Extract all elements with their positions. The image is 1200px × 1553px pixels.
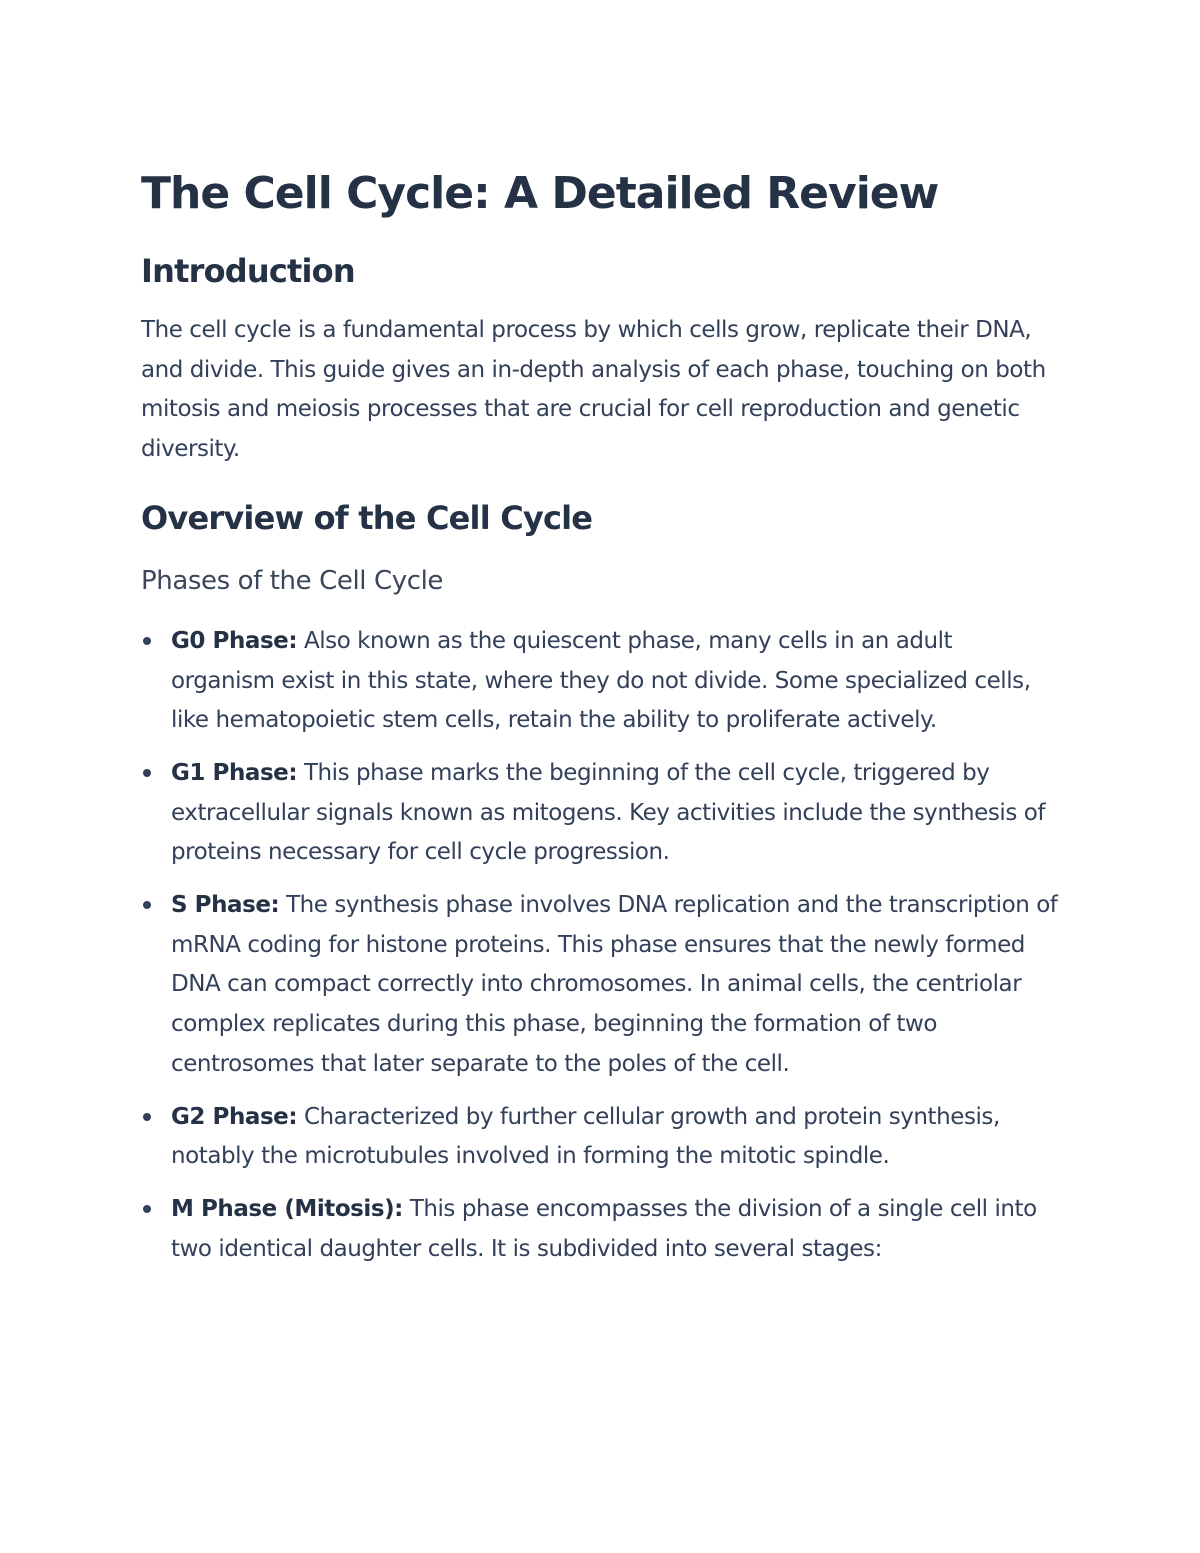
list-item-g1-phase — [141, 754, 1061, 873]
phases-list — [141, 622, 1061, 1270]
bullet-icon — [143, 637, 151, 645]
bullet-icon — [143, 1113, 151, 1121]
bullet-icon — [143, 1205, 151, 1213]
list-item-m-phase — [141, 1190, 1061, 1269]
phase-description: Characterized by further cellular growth and protein synthesis, notably the microtubules involved in forming the mitotic spindle. — [171, 1103, 1000, 1170]
document-title: The Cell Cycle: A Detailed Review — [141, 168, 939, 219]
phase-term: G0 Phase: — [171, 627, 298, 654]
introduction-heading: Introduction — [141, 252, 355, 290]
list-item-s-phase — [141, 886, 1061, 1085]
phase-term: M Phase (Mitosis): — [171, 1195, 403, 1222]
phase-term: G2 Phase: — [171, 1103, 298, 1130]
overview-heading: Overview of the Cell Cycle — [141, 498, 593, 537]
list-item-g0-phase — [141, 622, 1061, 741]
phase-description: The synthesis phase involves DNA replication and the transcription of mRNA coding for histone proteins. This phase ensures that the newly formed DNA can compact correctly into chromosomes. In animal cells, the centriolar complex replicates during this phase, beginning the formation of two centrosomes that later separate to the poles of the cell. — [171, 892, 1058, 1077]
phase-description: This phase marks the beginning of the cell cycle, triggered by extracellular signals known as mitogens. Key activities include the synthesis of proteins necessary for cell cycle progression. — [171, 759, 1045, 866]
bullet-icon — [143, 769, 151, 777]
phase-description: This phase encompasses the division of a single cell into two identical daughter cells. It is subdivided into several stages: — [171, 1195, 1037, 1262]
bullet-icon — [143, 901, 151, 909]
phase-term: G1 Phase: — [171, 759, 298, 786]
list-item-g2-phase — [141, 1098, 1061, 1177]
phase-term: S Phase: — [171, 892, 280, 919]
document-page — [141, 165, 1061, 1282]
phase-description: Also known as the quiescent phase, many cells in an adult organism exist in this state, where they do not divide. Some specialized cells, like hematopoietic stem cells, retain the ability to proliferate actively. — [171, 627, 1031, 734]
introduction-paragraph: The cell cycle is a fundamental process by which cells grow, replicate their DNA, and divide. This guide gives an in-depth analysis of each phase, touching on both mitosis and meiosis processes that are crucial for cell reproduction and genetic diversity. — [141, 317, 1046, 463]
phases-subheading: Phases of the Cell Cycle — [141, 565, 444, 596]
